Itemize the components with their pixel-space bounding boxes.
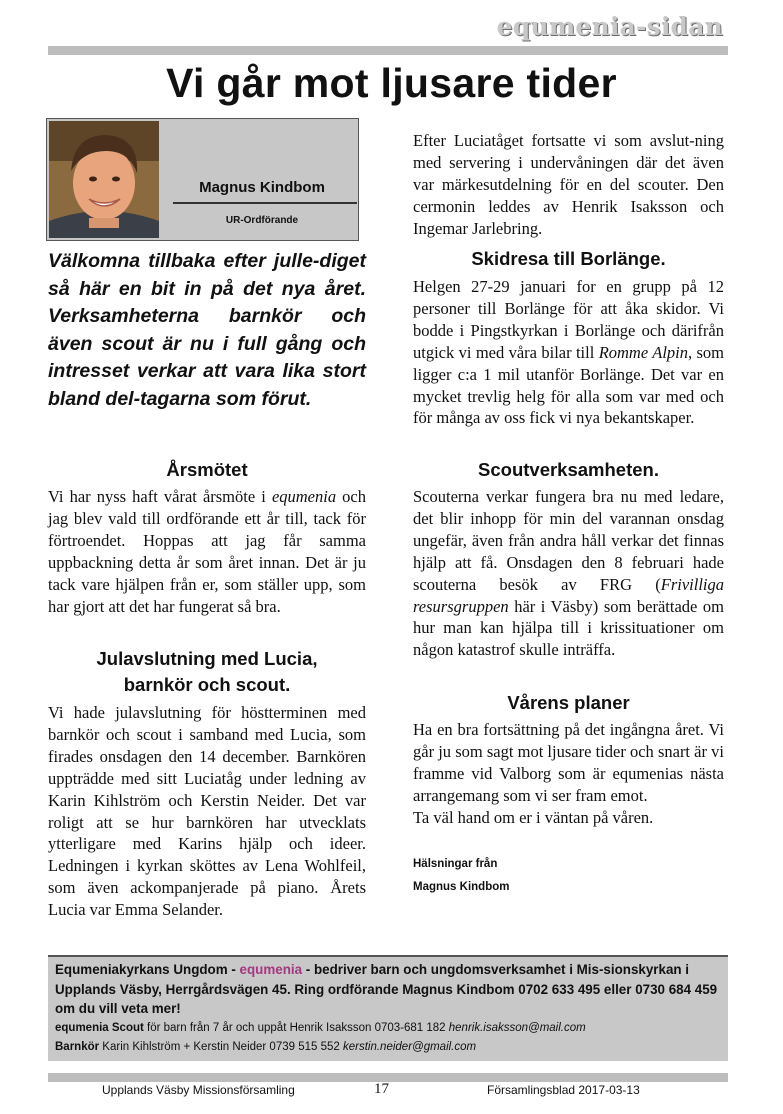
arsmotet-text-start: Vi har nyss haft vårat årsmöte i [48,487,272,506]
author-role: UR-Ordförande [225,215,299,226]
scout-text-start: Scouterna verkar fungera bra nu med ledare, det blir inhopp för min del varannan onsdag ungefär, även från andra håll verkar det finnas hjälp att få. Onsdagen den 8 februari hade scouterna besök av FRG ( [413,487,724,594]
heading-julavslutning-line1: Julavslutning med Lucia, [96,648,318,669]
footer-publisher: Upplands Väsby Missionsförsamling [102,1083,295,1097]
paragraph-luciataget: Efter Luciatåget fortsatte vi som avslut-ning med servering i undervåningen där det även var märkesutdelning för en del scouter. Den cermonin leddes av Henrik Isaksson och Ingemar Jarlebring. [413,131,724,238]
skidresa-text-italic: Romme Alpin [598,342,688,362]
page-number: 17 [374,1081,389,1097]
footer-issue-date: Församlingsblad 2017-03-13 [487,1083,640,1097]
author-portrait-image [49,121,159,238]
author-divider [173,202,357,204]
skidresa-text-start: Helgen 27-29 januari for en grupp på 12 personer till Borlänge för att åka skidor. Vi bodde i Pingstkyrkan i Borlänge och därifrån utgick vi med våra bilar till [413,277,724,362]
skidresa-text-end: , som ligger c:a 1 mil utanför Borlänge. Det var en mycket trevlig helg för alla som var med och för många av oss fick vi nya bekantskaper. [413,342,725,428]
author-box [46,118,359,241]
footer-choir-text: Karin Kihlström + Kerstin Neider 0739 515 552 [99,1040,343,1053]
page-headline: Vi går mot ljusare tider [166,60,617,106]
footer-info-text-b: - bedriver barn och ungdomsverksamhet i Mis-sionskyrkan i Upplands Väsby, Herrgårdsvägen 45. Ring ordförande Magnus Kindbom 0702 633 495 eller 0730 684 459 om du vill veta mer! [55,962,718,1016]
signature-name: Magnus Kindbom [413,881,510,893]
paragraph-varens-planer [413,719,724,829]
footer-info-main [55,960,720,1019]
paragraph-arsmotet [48,486,366,617]
author-name: Magnus Kindbom [199,179,325,196]
paragraph-julavslutning: Vi hade julavslutning för höstterminen med barnkör och scout i samband med Lucia, som firades onsdagen den 14 december. Barnkören uppträdde med sitt Luciatåg under ledning av Karin Kihlström och Kerstin Neider. Det var roligt att se hur barnkören har utvecklats ytterligare med Karins hjälp och ideer. Ledningen i kyrkan sköttes av Lena Wohlfeil, som även ackompanjerade på piano. Årets Lucia var Emma Selander. [48,703,366,920]
scout-text-end: här i Väsby) som berättade om hur man kan hjälpa till i krissituationer om någon katastrof skulle inträffa. [413,596,724,660]
heading-varens-planer: Vårens planer [507,692,630,713]
arsmotet-text-end: och jag blev vald till ordförande ett år till, tack för förtroendet. Hoppas att jag får samma uppbackning detta år som året innan. Det är ju tack vare hjälpen från er, som ställer upp, som har gjort att det har fungerat så bra. [48,487,366,616]
footer-info-box [48,957,728,1061]
footer-scout-text: för barn från 7 år och uppåt Henrik Isaksson 0703-681 182 [143,1021,449,1034]
heading-julavslutning-line2: barnkör och scout. [123,674,291,695]
heading-scoutverksamheten: Scoutverksamheten. [478,459,659,480]
heading-arsmotet: Årsmötet [166,459,248,480]
footer-choir-label: Barnkör [55,1040,100,1053]
footer-choir-email[interactable]: kerstin.neider@gmail.com [342,1040,477,1053]
footer-choir-line [55,1038,720,1057]
heading-julavslutning [48,646,366,698]
heading-skidresa: Skidresa till Borlänge. [471,248,666,269]
scout-text-italic: Frivilliga resursgruppen [413,574,724,616]
footer-info-accent: equmenia [239,962,303,977]
signature-greeting: Hälsningar från [413,858,498,870]
paragraph-skidresa [413,276,724,429]
arsmotet-text-italic: equmenia [271,487,337,506]
author-photo [49,121,159,238]
footer-scout-line [55,1019,720,1038]
footer-scout-email[interactable]: henrik.isaksson@mail.com [448,1021,586,1034]
footer-scout-label: equmenia Scout [55,1021,144,1034]
footer-info-text-a: Equmeniakyrkans Ungdom - [55,962,240,977]
paragraph-scoutverksamheten [413,486,724,661]
intro-paragraph: Välkomna tillbaka efter julle-diget så här en bit in på det nya året. Verksamheterna barnkör och även scout är nu i full gång och intresset verkar att vara lika stort bland del-tagarna som förut. [48,250,366,410]
varens-planer-text: Ha en bra fortsättning på det ingångna året. Vi går ju som sagt mot ljusare tider och snart är vi framme vid Valborg som är equmenias nästa arrangemang som vi ser fram emot. [413,720,724,805]
header-rule [48,46,728,55]
section-title: equmenia-sidan [496,12,723,41]
varens-planer-text2: Ta väl hand om er i väntan på våren. [413,807,654,827]
